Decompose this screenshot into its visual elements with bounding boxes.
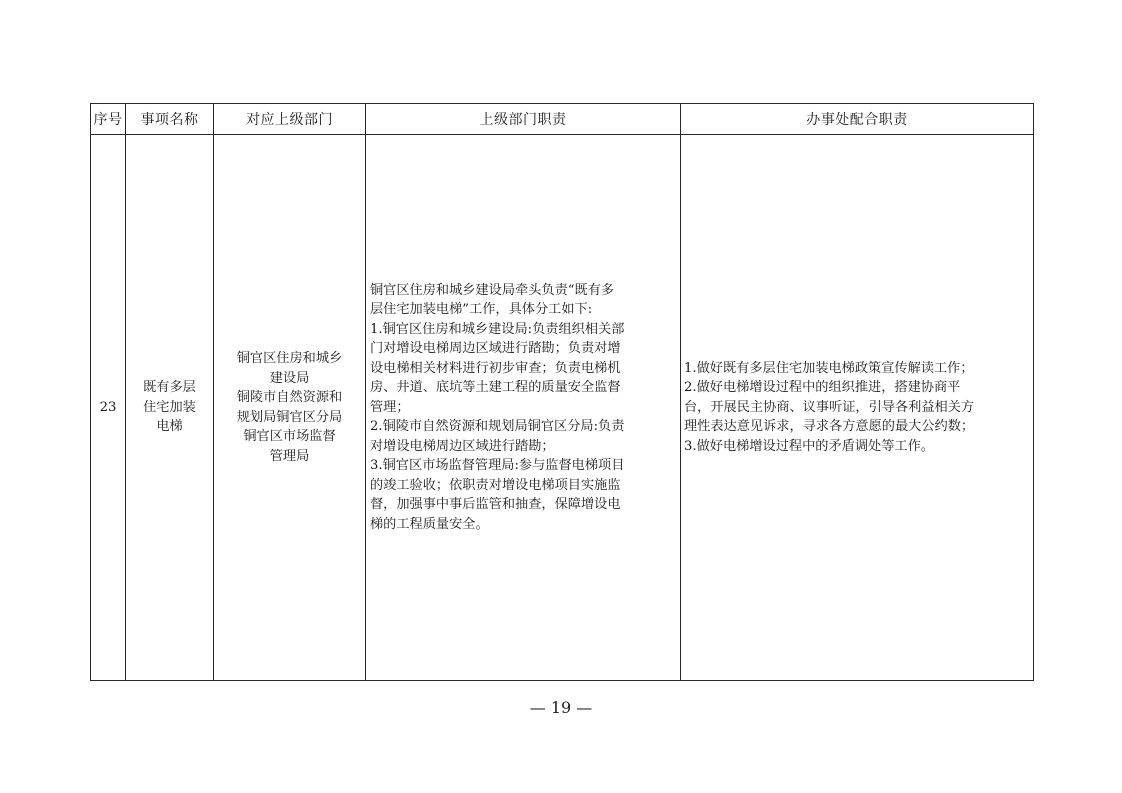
superior-duty-line: 管理； (370, 399, 410, 415)
cell-superior-department (214, 135, 366, 681)
department-line: 铜官区住房和城乡 (236, 351, 343, 366)
office-duty-line: 理性表达意见诉求，寻求各方意愿的最大公约数； (684, 419, 975, 435)
department-line: 管理局 (269, 448, 310, 464)
department-line: 建设局 (269, 370, 310, 386)
table-header-row (91, 104, 1034, 135)
page-number: — 19 — (529, 698, 593, 717)
responsibility-table (90, 103, 1034, 681)
superior-duty-line: 3.铜官区市场监督管理局:参与监督电梯项目 (370, 458, 625, 474)
header-serial-number: 序号 (91, 104, 126, 135)
office-duty-line: 3.做好电梯增设过程中的矛盾调处等工作。 (684, 438, 934, 454)
superior-duty-line: 1.铜官区住房和城乡建设局:负责组织相关部 (370, 321, 625, 337)
superior-duty-line: 层住宅加装电梯”工作，具体分工如下: (370, 302, 593, 318)
cell-item-name (126, 135, 214, 681)
department-list (214, 349, 365, 466)
department-line: 规划局铜官区分局 (236, 409, 343, 425)
office-duty-line: 1.做好既有多层住宅加装电梯政策宣传解读工作； (684, 360, 974, 376)
office-duties-text (681, 359, 1033, 457)
item-name-line: 既有多层 (143, 380, 196, 396)
department-line: 铜陵市自然资源和 (236, 390, 343, 405)
item-name-text (126, 378, 213, 437)
office-duty-line: 2.做好电梯增设过程中的组织推进，搭建协商平 (684, 380, 961, 396)
table-row (91, 135, 1034, 681)
cell-office-duties (681, 135, 1034, 681)
superior-duties-text (366, 281, 680, 535)
header-superior-duties: 上级部门职责 (366, 104, 681, 135)
superior-duty-line: 铜官区住房和城乡建设局牵头负责“既有多 (370, 282, 615, 298)
superior-duty-line: 对增设电梯周边区域进行踏勘； (370, 438, 555, 454)
cell-superior-duties (366, 135, 681, 681)
item-name-line: 住宅加装 (143, 399, 196, 415)
office-duty-line: 台，开展民主协商、议事听证，引导各利益相关方 (684, 399, 975, 415)
department-line: 铜官区市场监督 (243, 429, 336, 444)
item-name-line: 电梯 (156, 419, 183, 435)
superior-duty-line: 设电梯相关材料进行初步审查；负责电梯机 (370, 360, 621, 376)
superior-duty-line: 督，加强事中事后监管和抽查，保障增设电 (370, 497, 621, 513)
superior-duty-line: 2.铜陵市自然资源和规划局铜官区分局:负责 (370, 419, 625, 435)
cell-serial-number: 23 (91, 135, 126, 681)
superior-duty-line: 梯的工程质量安全。 (370, 516, 489, 532)
superior-duty-line: 房、井道、底坑等土建工程的质量安全监督 (370, 380, 621, 396)
header-superior-department: 对应上级部门 (214, 104, 366, 135)
header-office-duties: 办事处配合职责 (681, 104, 1034, 135)
superior-duty-line: 门对增设电梯周边区域进行踏勘；负责对增 (370, 341, 621, 357)
superior-duty-line: 的竣工验收；依职责对增设电梯项目实施监 (370, 477, 621, 493)
header-item-name: 事项名称 (126, 104, 214, 135)
